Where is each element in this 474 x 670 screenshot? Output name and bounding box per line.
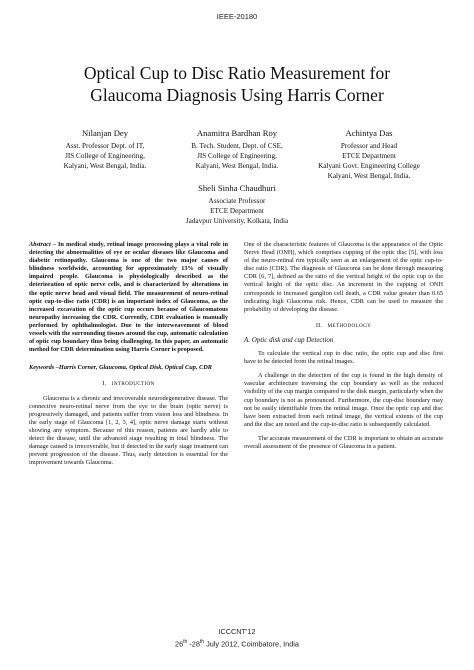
page-footer [0,626,474,649]
author-affiliation-line: JIS College of Engineering, [65,152,145,160]
body-paragraph: To calculate the vertical cup to disc ratio, the optic cup and disc first have to be detected from the retinal images. [244,350,443,366]
section-heading-introduction [29,380,228,388]
body-paragraph: The accurate measurement of the CDR is important to obtain an accurate overall assessment of the presence of Glaucoma in a patient. [244,434,443,450]
date-location: July 2012, Coimbatore, India [204,639,299,649]
date-end: -28 [187,639,200,649]
subsection-heading: A. Optic disk and cup Detection [244,335,334,344]
author-affiliation-line: Kalyani, West Bengal, India. [63,162,147,170]
author-name: Anamitra Bardhan Roy [196,128,278,138]
author-affiliation-line: Associate Professor [208,197,266,205]
conference-name: ICCCNT'12 [218,627,256,636]
abstract [29,241,228,354]
paper-title [30,62,444,106]
section-number: I. [102,380,107,388]
date-suffix: th [183,639,188,645]
section-title: METHODOLOGY [327,322,372,329]
abstract-label: Abstract [29,241,51,248]
conference-dates [0,637,474,649]
author-affiliation-line: Kalyani, West Bengal, India. [327,172,411,180]
body-paragraph: A challenge in the detection of the cup is found in the high density of vascular architecture traversing the cup boundary as well as the reduced visibility of the cup margin compared to the disk margin, particularly when the cup boundary is not as pronounced. Furthermore, the cup-disc boundary may not be easily identifiable from the retinal image. Once the optic cup and disc have been extracted from each retinal image, the vertical extents of the cup and the disc are noted and the cup-to-disc ratio is subsequently calculated. [244,372,443,428]
author-row [40,128,434,181]
right-column [244,241,443,457]
section-title: INTRODUCTION [111,381,155,388]
date-start: 26 [175,639,184,649]
author-affiliation-line: JIS College of Engineering, [197,152,277,160]
author-affiliation-line: Asst. Professor Dept. of IT, [65,142,145,150]
author-name: Achintya Das [345,128,393,138]
author-affiliation-line: ETCE Department [342,152,396,160]
section-heading-methodology [244,322,443,330]
author-affiliation-line: Jadavpur University, Kolkata, India [185,217,289,225]
author-2 [172,128,302,181]
author-3 [304,128,434,181]
author-4 [162,183,312,226]
introduction-paragraph: Glaucoma is a chronic and irrecoverable neurodegenerative disease. The connective neuro-retinal nerve from the eye to the brain (optic nerve) is progressively damaged, and patients suffer from vision loss and blindness. In the early stage of Glaucoma [1, 2, 3, 4], optic nerve damage starts without showing any symptom. Because of this reason, patients are hardly able to detect the disease, until the advanced stage resulting in total blindness. The damage caused is irrecoverable, but if detected in the early stage treatment can prevent progression of the disease. Thus, early detection is essential for the improvement towards Glaucoma. [29,394,228,467]
left-column [29,241,228,473]
author-affiliation-line: Kalyani Govt. Engineering College [318,162,420,170]
keywords-text: –Harris Corner, Glaucoma, Optical Disk, Optical Cup, CDR [54,364,212,372]
author-affiliation-line: B. Tech. Student, Dept. of CSE, [191,142,283,150]
abstract-text: – In medical study, retinal image processing plays a vital role in detecting the abnormalities of eye or ocular diseases like Glaucoma and diabetic retinopathy. Glaucoma is one of the two major causes of blindness worldwide, accounting for approximately 13% of visually impaired people. Glaucoma is physiologically described as the deterioration of optic nerve cells, and is characterized by alterations in the optic nerve head and visual field. The measurement of neuro-retinal optic cup-to-disc ratio (CDR) is an important index of Glaucoma, as the increased excavation of the optic cup occurs because of Glaucomatous neuropathy increasing the CDR. Currently, CDR evaluation is manually performed by ophthalmologist. Due to the interweavement of blood vessels with the surrounding tissues around the cup, automatic calculation of optic cup boundary thus being challenging. In this paper, an automatic method for CDR determination using Harris Corner is proposed. [29,241,228,354]
header-tag: IEEE-20180 [216,12,258,21]
body-paragraph: One of the characteristic features of Glaucoma is the appearance of the Optic Nerve Head (ONH), which comprises cupping of the optic disc [5], with loss of the neuro-retinal rim typically seen as an enlargement of the optic cup-to-disc ratio (CDR). The diagnosis of Glaucoma can be done through measuring CDR [6, 7], defined as the ratio of the vertical height of the optic cup to the vertical height of the optic disc. An increment in the cupping of ONH corresponds to increased ganglion cell death, a CDR value greater than 0.65 indicating high Glaucoma risk. Hence, CDR can be used to measure the probability of developing the disease. [244,241,443,313]
section-number: II. [315,321,323,329]
date-suffix: th [199,639,205,645]
author-affiliation-line: ETCE Department [210,207,264,215]
paper-title-line-2: Glaucoma Diagnosis Using Harris Corner [90,85,384,105]
paper-title-line-1: Optical Cup to Disc Ratio Measurement for [83,63,391,83]
author-affiliation-line: Professor and Head [340,142,398,150]
author-affiliation-line: Kalyani, West Bengal, India. [195,162,279,170]
author-name: Sheli Sinha Chaudhuri [198,183,276,193]
author-name: Nilanjan Dey [81,128,129,138]
keywords-label: Keywords [29,364,55,372]
keywords [29,364,228,372]
author-1 [40,128,170,181]
